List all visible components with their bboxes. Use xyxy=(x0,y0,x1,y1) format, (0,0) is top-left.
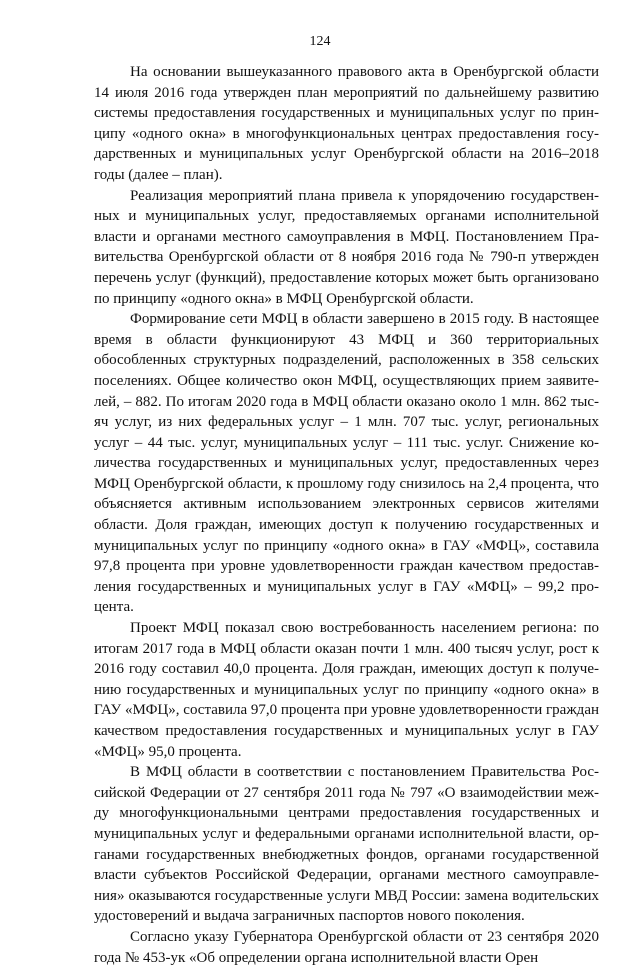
paragraph-mvd-services: В МФЦ области в соответствии с постановлением Правительства Российской Федерации от 27 сентября 2011 года № 797 «О взаимодействии между многофункциональными центрами предоставления государственных и муниципальных услуг и федеральными органами исполнительной власти, органами государственных внебюджетных фондов, органами государственной власти субъектов Российской Федерации, органами местного самоуправления» оказываются государственные услуги МВД России: замена водительских удостоверений и выдача заграничных паспортов нового поколения. xyxy=(94,764,599,925)
paragraph-governor-decree: Согласно указу Губернатора Оренбургской области от 23 сентября 2020 года № 453-ук «Об определении органа исполнительной власти Орен xyxy=(94,928,599,966)
paragraph-plan-implementation: Реализация мероприятий плана привела к упорядочению государственных и муниципальных услуг, предоставляемых органами исполнительной власти и органами местного самоуправления в МФЦ. Постановлением Правительства Оренбургской области от 8 ноября 2016 года № 790-п утвержден перечень услуг (функций), предоставление которых может быть организовано по принципу «одного окна» в МФЦ Оренбургской области. xyxy=(94,187,599,307)
page-number: 124 xyxy=(309,34,331,49)
paragraph-mfc-demand: Проект МФЦ показал свою востребованность населением региона: по итогам 2017 года в МФЦ области оказан почти 1 млн. 400 тысяч услуг, рост к 2016 году составил 40,0 процента. Доля граждан, имеющих доступ к получению государственных и муниципальных услуг по принципу «одного окна» в ГАУ «МФЦ», составила 97,0 процента при уровне удовлетворенности граждан качеством предоставления государственных и муниципальных услуг в ГАУ «МФЦ» 95,0 процента. xyxy=(94,620,599,760)
paragraph-plan-approval: На основании вышеуказанного правового акта в Оренбургской области 14 июля 2016 года утвержден план мероприятий по дальнейшему развитию системы предоставления государственных и муниципальных услуг по принципу «одного окна» в многофункциональных центрах предоставления государственных и муниципальных услуг Оренбургской области на 2016–2018 годы (далее – план). xyxy=(94,64,599,183)
paragraph-mfc-network: Формирование сети МФЦ в области завершено в 2015 году. В настоящее время в области функционируют 43 МФЦ и 360 территориальных обособленных структурных подразделений, расположенных в 358 сельских поселениях. Общее количество окон МФЦ, осуществляющих прием заявителей, – 882. По итогам 2020 года в МФЦ области оказано около 1 млн. 862 тысяч услуг, из них федеральных услуг – 1 млн. 707 тыс. услуг, региональных услуг – 44 тыс. услуг, муниципальных услуг – 111 тыс. услуг. Снижение количества государственных и муниципальных услуг, предоставленных через МФЦ Оренбургской области, к прошлому году снизилось на 2,4 процента, что объясняется активным использованием электронных сервисов жителями области. Доля граждан, имеющих доступ к получению государственных и муниципальных услуг по принципу «одного окна» в ГАУ «МФЦ», составила 97,8 процента при уровне удовлетворенности граждан качеством предоставления государственных и муниципальных услуг в ГАУ «МФЦ» – 99,2 процента. xyxy=(94,311,599,616)
document-body xyxy=(94,62,599,968)
